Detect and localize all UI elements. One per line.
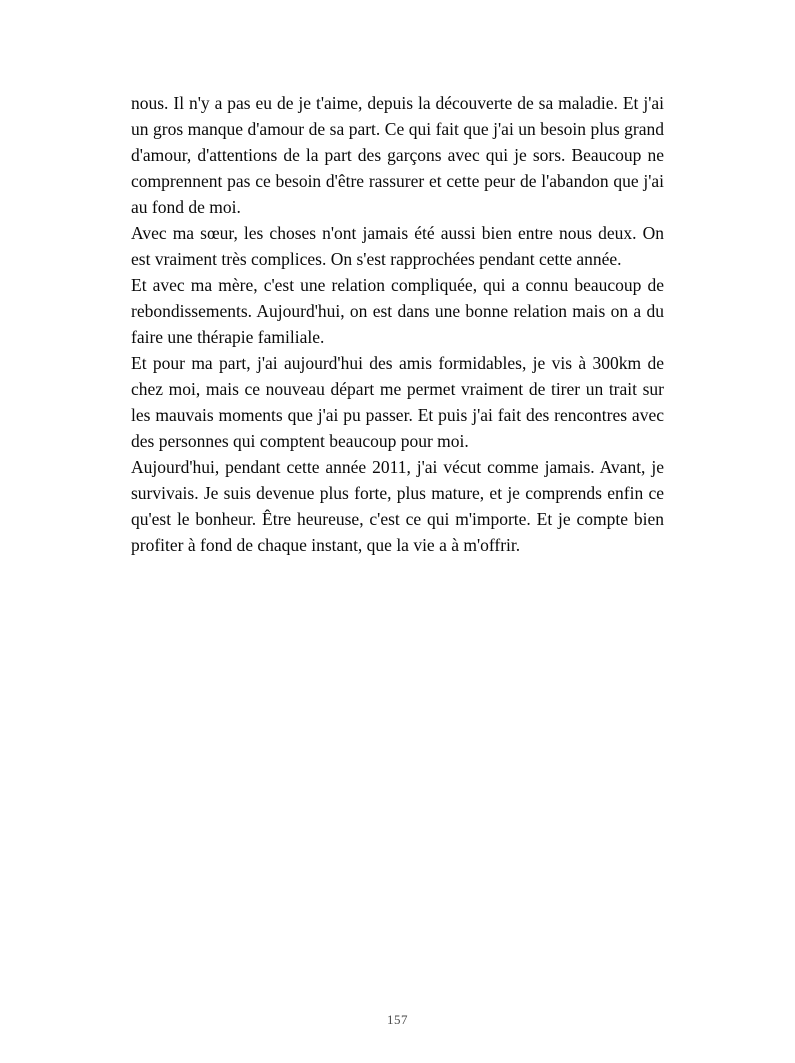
paragraph: Et avec ma mère, c'est une relation compliquée, qui a connu beaucoup de rebondissements. Aujourd'hui, on est dans une bonne relation mais on a du faire une thérapie familiale.: [131, 275, 664, 347]
paragraph: nous. Il n'y a pas eu de je t'aime, depuis la découverte de sa maladie. Et j'ai un gros manque d'amour de sa part. Ce qui fait que j'ai un besoin plus grand d'amour, d'attentions de la part des garçons avec qui je sors. Beaucoup ne comprennent pas ce besoin d'être rassurer et cette peur de l'abandon que j'ai au fond de moi.: [131, 93, 664, 217]
paragraph: Avec ma sœur, les choses n'ont jamais été aussi bien entre nous deux. On est vraiment très complices. On s'est rapprochées pendant cette année.: [131, 223, 664, 269]
body-text-block: [131, 90, 664, 558]
paragraph: Et pour ma part, j'ai aujourd'hui des amis formidables, je vis à 300km de chez moi, mais ce nouveau départ me permet vraiment de tirer un trait sur les mauvais moments que j'ai pu passer. Et puis j'ai fait des rencontres avec des personnes qui comptent beaucoup pour moi.: [131, 353, 664, 451]
paragraph: Aujourd'hui, pendant cette année 2011, j'ai vécut comme jamais. Avant, je survivais. Je suis devenue plus forte, plus mature, et je comprends enfin ce qu'est le bonheur. Être heureuse, c'est ce qui m'importe. Et je compte bien profiter à fond de chaque instant, que la vie a à m'offrir.: [131, 457, 664, 555]
page-number: 157: [387, 1012, 408, 1027]
